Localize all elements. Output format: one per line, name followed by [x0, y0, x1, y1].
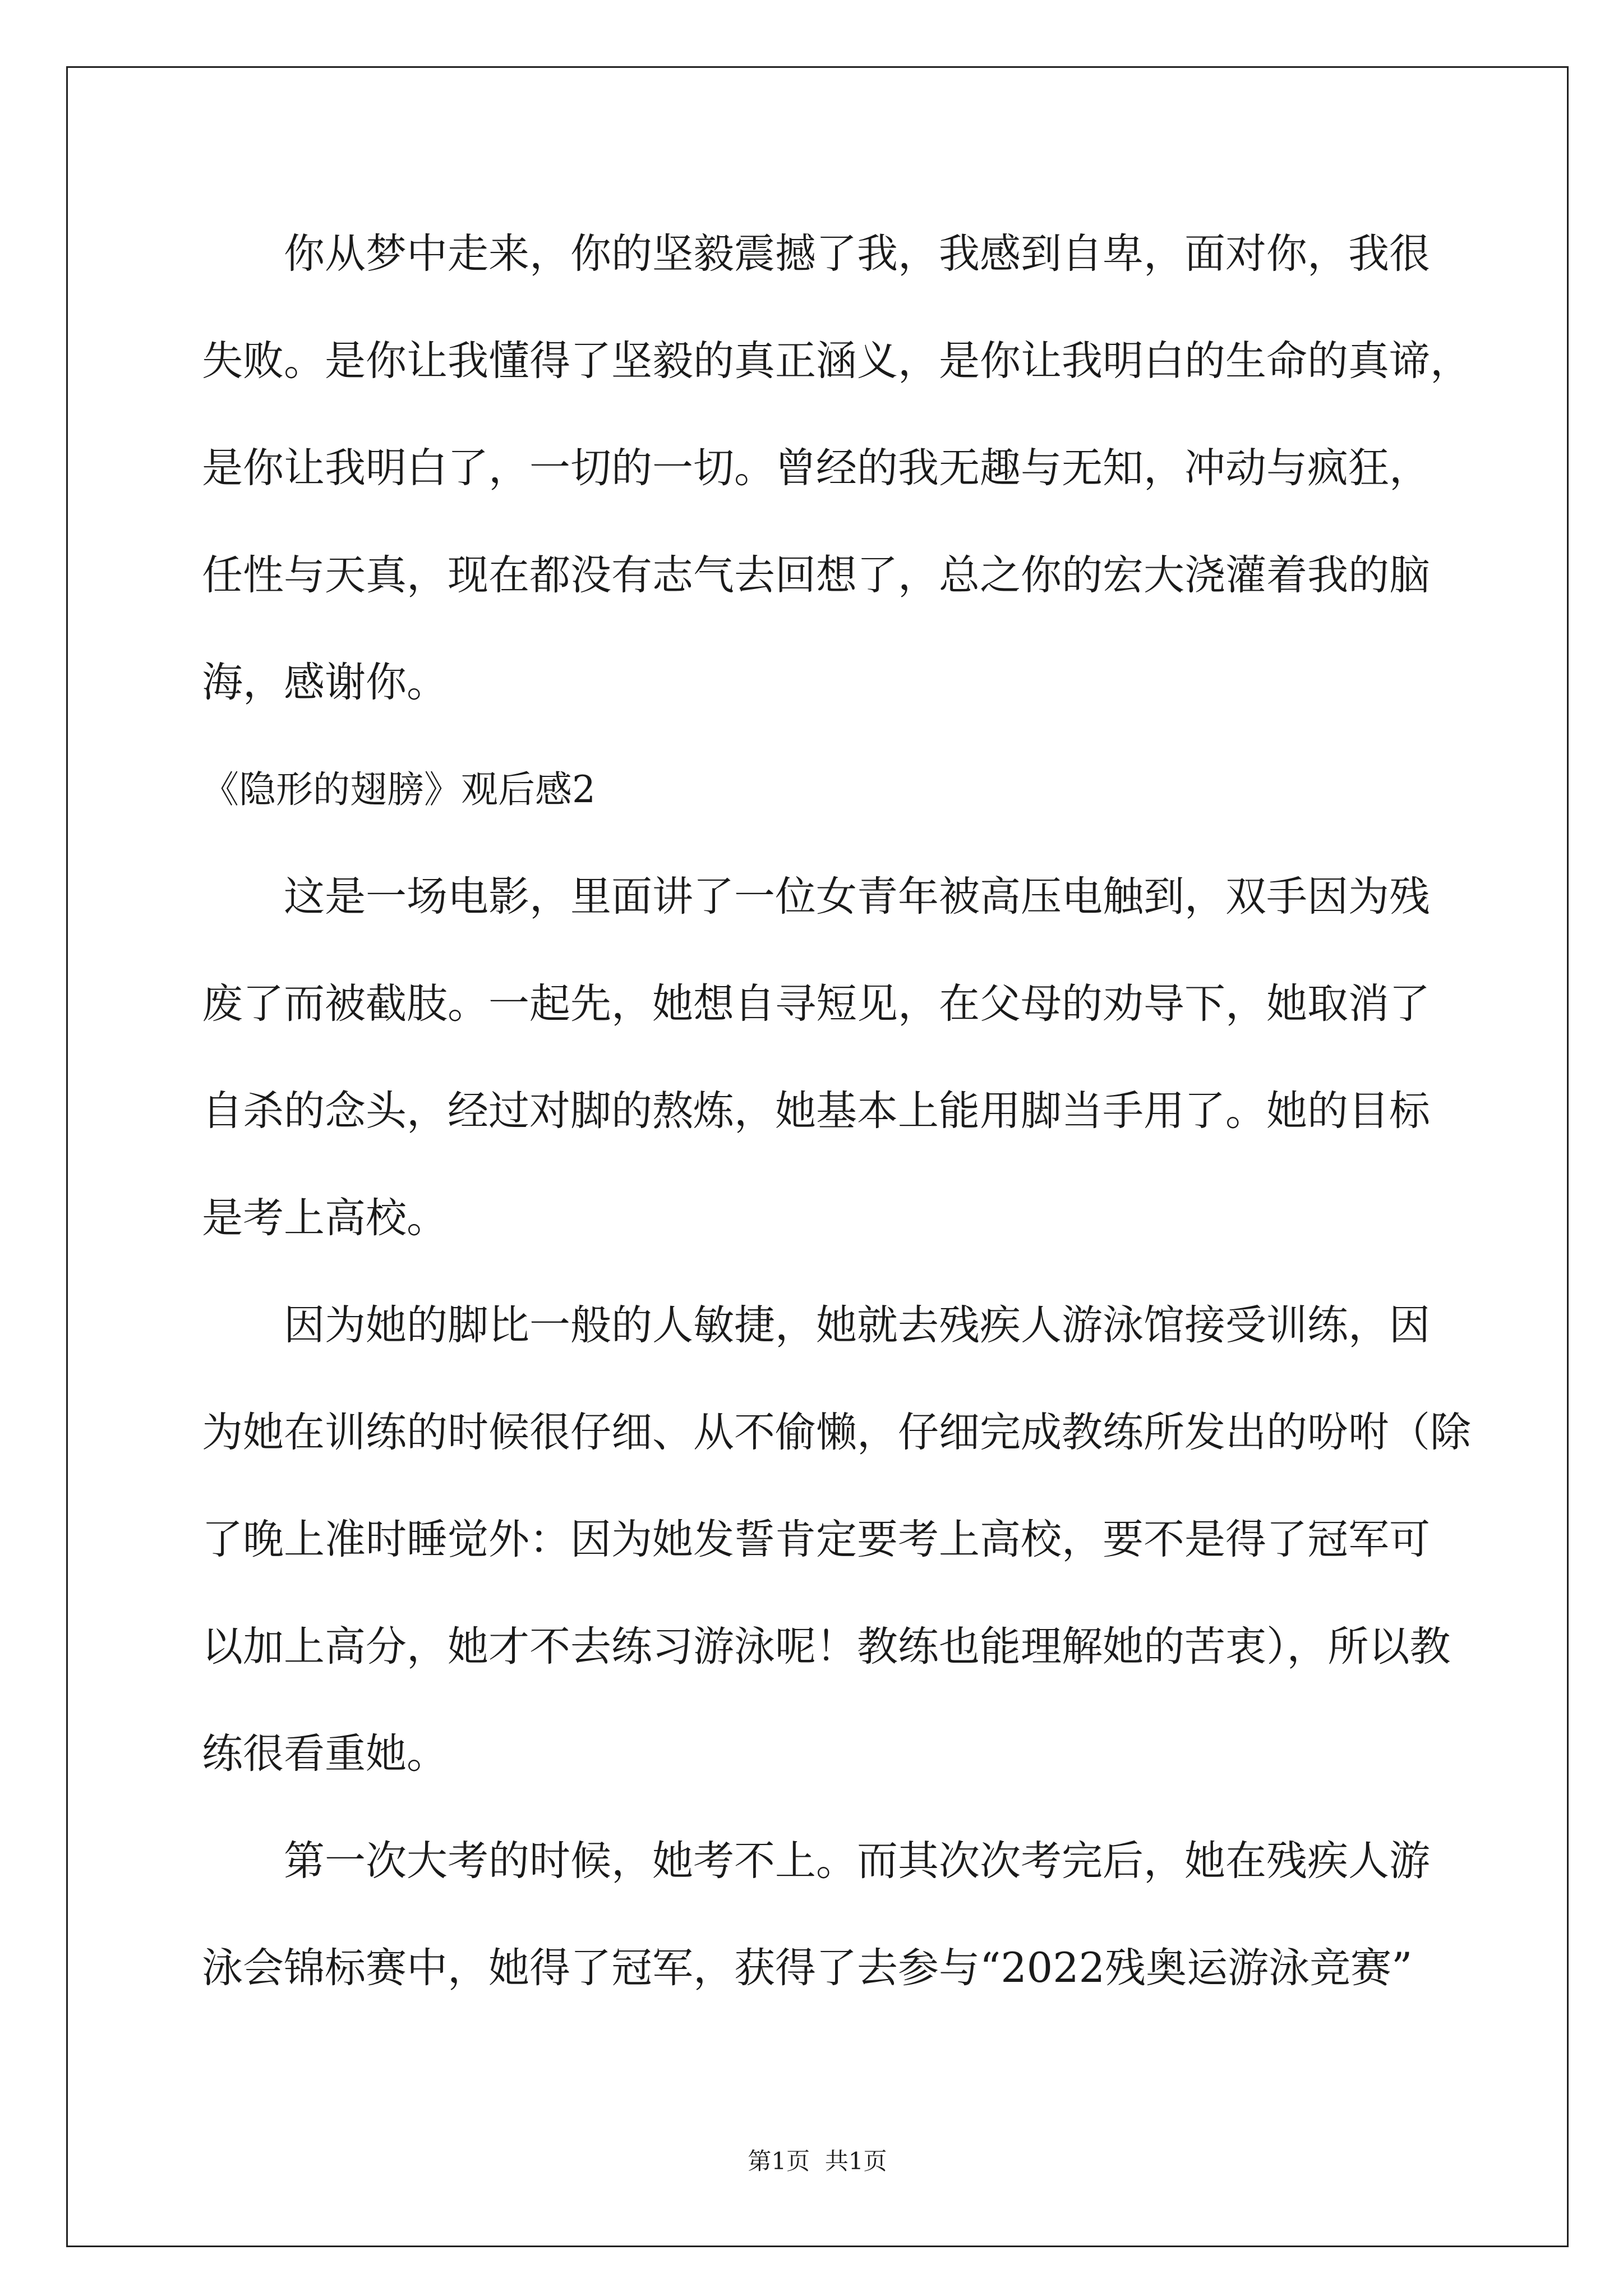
paragraph-line: 失败。是你让我懂得了坚毅的真正涵义，是你让我明白的生命的真谛， [202, 337, 1471, 385]
paragraph-line: 了晚上准时睡觉外：因为她发誓肯定要考上高校，要不是得了冠军可 [202, 1516, 1430, 1563]
document-body [202, 200, 1514, 2022]
body-paragraph [202, 843, 1514, 1272]
section-heading: 《隐形的翅膀》观后感2 [202, 768, 596, 811]
paragraph-line: 练很看重她。 [202, 1730, 448, 1778]
paragraph-line: 以加上高分，她才不去练习游泳呢！教练也能理解她的苦衷），所以教 [202, 1623, 1451, 1671]
paragraph-line: 为她在训练的时候很仔细、从不偷懒，仔细完成教练所发出的吩咐（除 [202, 1409, 1471, 1456]
paragraph-line: 你从梦中走来，你的坚毅震撼了我，我感到自卑，面对你，我很 [284, 230, 1430, 278]
paragraph-line: 这是一场电影，里面讲了一位女青年被高压电触到，双手因为残 [284, 873, 1430, 921]
paragraph-line: 海，感谢你。 [202, 659, 448, 706]
paragraph-line: 是考上高校。 [202, 1194, 448, 1242]
body-paragraph [202, 200, 1514, 736]
body-paragraph [202, 1807, 1514, 2022]
paragraph-line: 第一次大考的时候，她考不上。而其次次考完后，她在残疾人游 [284, 1837, 1430, 1885]
paragraph-line: 泳会锦标赛中，她得了冠军，获得了去参与“2022残奥运游泳竞赛” [202, 1944, 1413, 1992]
paragraph-line: 是你让我明白了，一切的一切。曾经的我无趣与无知，冲动与疯狂， [202, 444, 1430, 492]
paragraph-line: 因为她的脚比一般的人敏捷，她就去残疾人游泳馆接受训练，因 [284, 1301, 1430, 1349]
paragraph-line: 自杀的念头，经过对脚的熬炼，她基本上能用脚当手用了。她的目标 [202, 1087, 1430, 1135]
paragraph-line: 废了而被截肢。一起先，她想自寻短见，在父母的劝导下，她取消了 [202, 980, 1430, 1028]
paragraph-line: 任性与天真，现在都没有志气去回想了，总之你的宏大浇灌着我的脑 [202, 551, 1430, 599]
page-number-footer: 第1页 共1页 [748, 2147, 887, 2175]
body-paragraph [202, 1272, 1514, 1807]
